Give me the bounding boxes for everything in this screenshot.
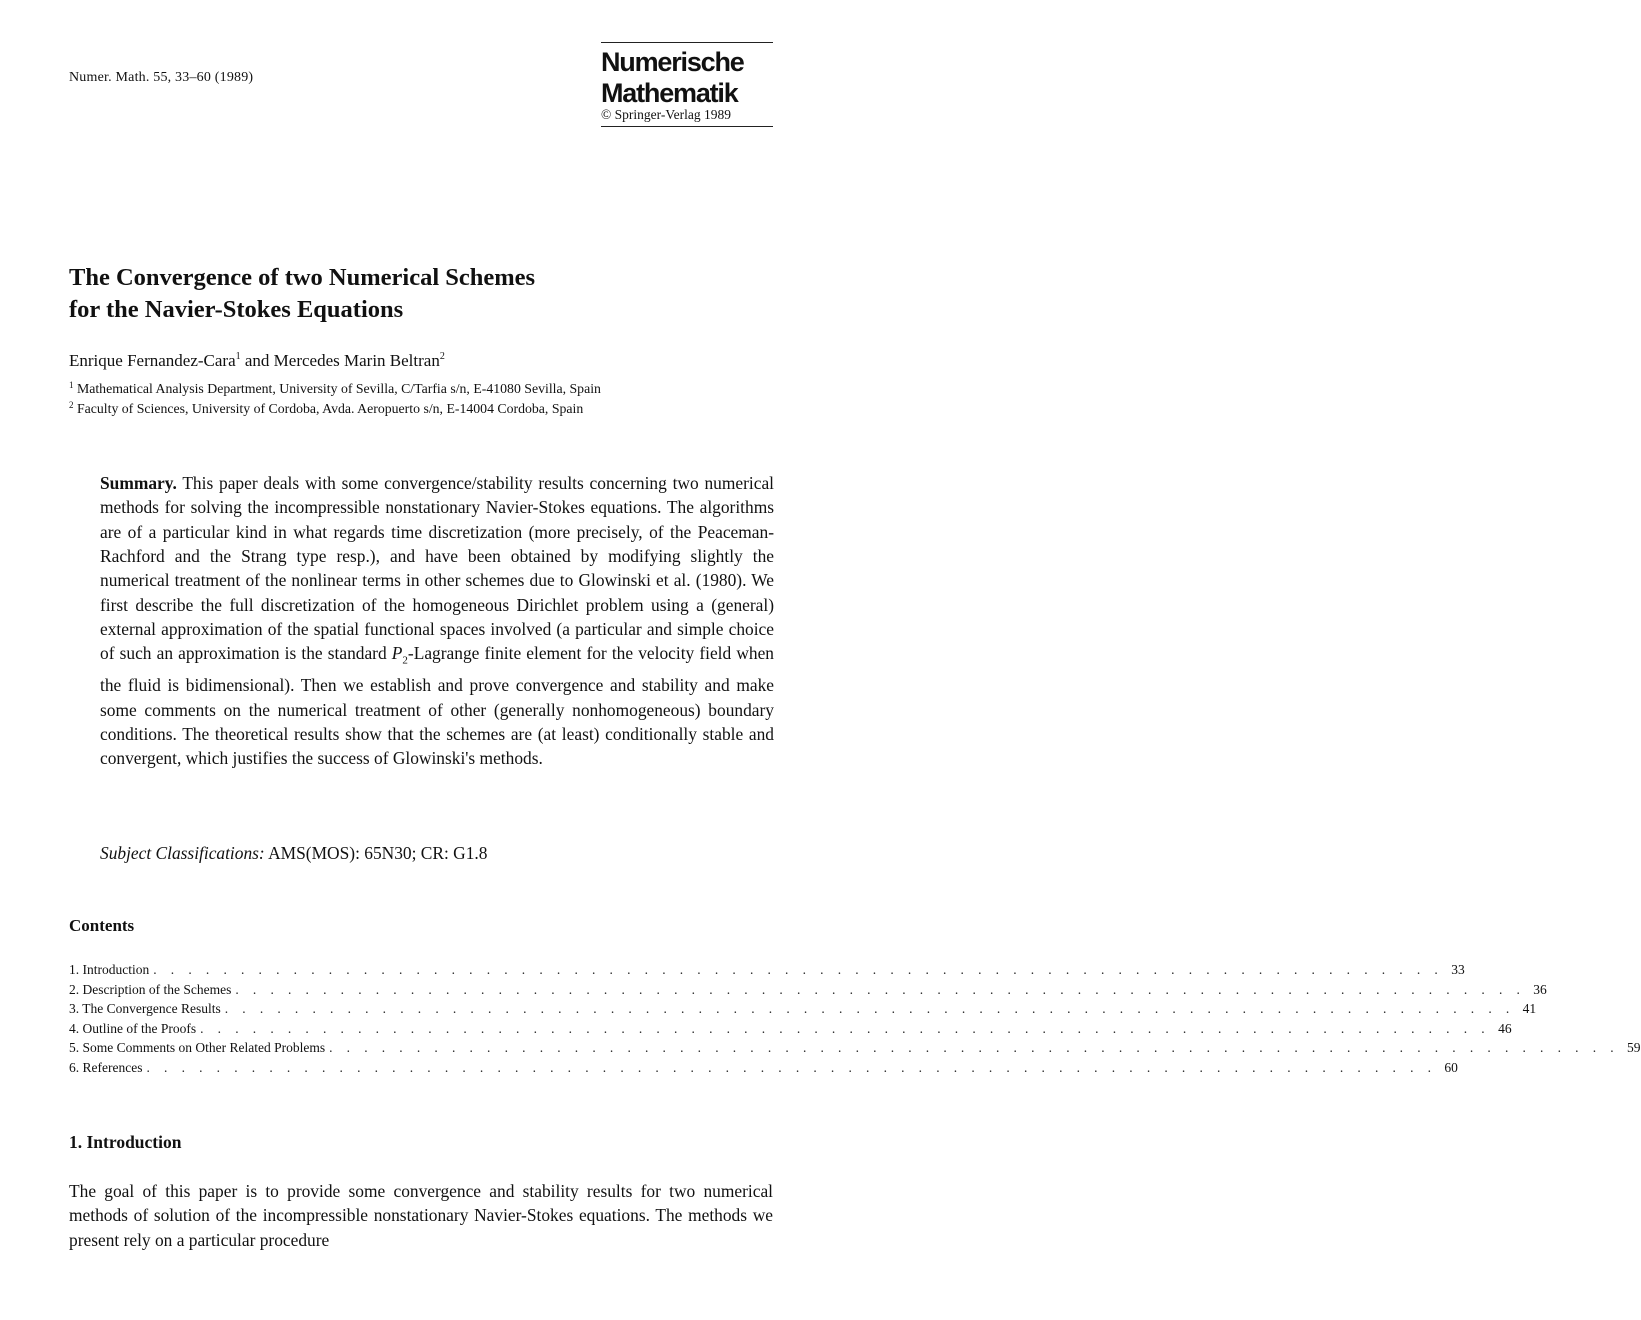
toc-leader-dots: . . . . . . . . . . . . . . . . . . . . . . . . . . . . . . . . . . . . . . . . . . . . . . . . . . . . . . . . . . . . . . . . . . . . . . . . . . [224,1001,1515,1017]
journal-citation: Numer. Math. 55, 33–60 (1989) [69,70,254,85]
toc-leader-dots: . . . . . . . . . . . . . . . . . . . . . . . . . . . . . . . . . . . . . . . . . . . . . . . . . . . . . . . . . . . . . . . . . . . . . . . . . . [235,981,1526,997]
contents-heading: Contents [69,916,135,935]
toc-entry-label: 1. Introduction [69,962,150,977]
p2-subscript: 2 [402,654,408,667]
author-1: Enrique Fernandez-Cara [69,351,236,370]
subject-classifications [100,843,487,864]
toc-entry [69,981,1547,1002]
summary-text-1: This paper deals with some convergence/stability results concerning two numerical methods for solving the incompressible nonstationary Navier-Stokes equations. The algorithms are of a particular kind in what regards time discretization (more precisely, of the Peaceman-Rachford and the Strang type resp.), and have been obtained by modifying slightly the numerical treatment of the nonlinear terms in other schemes due to Glowinski et al. (1980). We first describe the full discretization of the homogeneous Dirichlet problem using a (general) external approximation of the spatial functional spaces involved (a particular and simple choice of such an approximation is the standard [100,473,774,664]
toc-leader-dots: . . . . . . . . . . . . . . . . . . . . . . . . . . . . . . . . . . . . . . . . . . . . . . . . . . . . . . . . . . . . . . . . . . . . . . . . . . [146,1059,1437,1075]
summary-paragraph [100,471,774,771]
author-conjunction: and [244,351,270,370]
toc-entry-page: 41 [1522,1001,1537,1017]
affiliation-2-mark: 2 [69,400,74,410]
author-list [69,351,445,371]
p2-symbol: P [391,643,403,664]
toc-entry [69,1059,1458,1080]
toc-leader-dots: . . . . . . . . . . . . . . . . . . . . . . . . . . . . . . . . . . . . . . . . . . . . . . . . . . . . . . . . . . . . . . . . . . . . . . . . . . [153,962,1444,977]
toc-entry [69,1020,1512,1041]
subject-value: AMS(MOS): 65N30; CR: G1.8 [268,843,488,863]
author-1-affiliation-mark: 1 [235,351,241,362]
table-of-contents [69,962,1641,1080]
toc-entry [69,1040,1641,1060]
toc-entry [69,962,1465,982]
toc-entry-label: 5. Some Comments on Other Related Problems [69,1040,326,1056]
toc-entry-label: 3. The Convergence Results [69,1001,221,1017]
journal-name-line1: Numerische [601,47,744,77]
toc-entry-page: 33 [1451,962,1465,977]
toc-entry-page: 59 [1627,1040,1641,1056]
toc-entry-label: 4. Outline of the Proofs [69,1020,197,1036]
toc-leader-dots: . . . . . . . . . . . . . . . . . . . . . . . . . . . . . . . . . . . . . . . . . . . . . . . . . . . . . . . . . . . . . . . . . . . . . . . . . . [200,1020,1491,1036]
toc-entry-label: 2. Description of the Schemes [69,981,232,997]
affiliation-2-text: Faculty of Sciences, University of Cordoba, Avda. Aeropuerto s/n, E-14004 Cordoba, Spain [76,401,584,416]
affiliation-1 [69,380,601,397]
title-line-2: for the Navier-Stokes Equations [69,296,404,323]
introduction-heading: 1. Introduction [69,1132,182,1152]
affiliation-2 [69,400,583,417]
affiliation-1-text: Mathematical Analysis Department, University of Sevilla, C/Tarfia s/n, E-41080 Sevilla, Spain [76,381,601,396]
author-2-affiliation-mark: 2 [439,351,445,362]
toc-entry-label: 6. References [69,1059,143,1075]
toc-leader-dots: . . . . . . . . . . . . . . . . . . . . . . . . . . . . . . . . . . . . . . . . . . . . . . . . . . . . . . . . . . . . . . . . . . . . . . . . . . [329,1040,1620,1056]
affiliation-1-mark: 1 [69,380,74,390]
summary-heading: Summary. [100,473,177,493]
toc-entry [69,1001,1537,1021]
journal-name-line2: Mathematik [601,78,738,108]
toc-entry-page: 36 [1533,981,1547,997]
toc-entry-page: 60 [1444,1059,1458,1075]
title-line-1: The Convergence of two Numerical Schemes [69,264,536,291]
summary-text-2: -Lagrange finite element for the velocity field when the fluid is bidimensional). Then we establish and prove convergence and stability and make some comments on the numerical treatment of other (generally nonhomogeneous) boundary conditions. The theoretical results show that the schemes are (at least) conditionally stable and convergent, which justifies the success of Glowinski's methods. [100,643,774,769]
introduction-paragraph: The goal of this paper is to provide some convergence and stability results for two numerical methods of solution of the incompressible nonstationary Navier-Stokes equations. The methods we present rely on a particular procedure [69,1181,773,1250]
subject-label: Subject Classifications: [100,843,265,863]
paper-title [69,262,769,326]
author-2: Mercedes Marin Beltran [273,351,440,370]
summary-block [100,471,774,771]
publisher-copyright: © Springer-Verlag 1989 [601,107,773,127]
toc-entry-page: 46 [1498,1020,1512,1036]
journal-masthead [601,42,773,127]
